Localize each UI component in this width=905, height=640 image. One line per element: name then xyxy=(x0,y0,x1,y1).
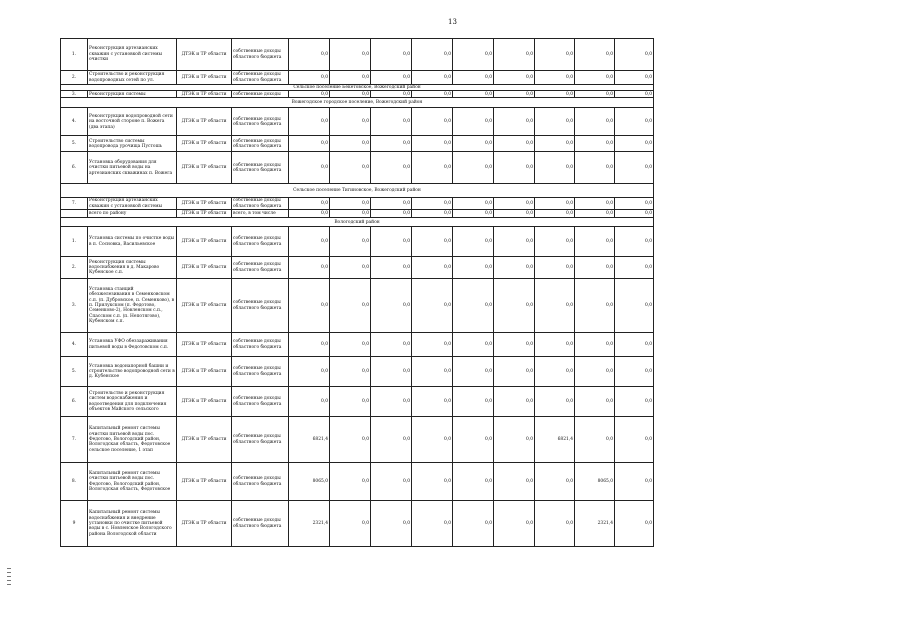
amount-cell: 0,0 xyxy=(615,279,654,333)
amount-cell: 0,0 xyxy=(494,279,535,333)
executor: ДТЭК и ТР области xyxy=(177,463,232,501)
amount-cell: 0,0 xyxy=(412,257,453,279)
amount-cell: 0,0 xyxy=(412,91,453,98)
table-row xyxy=(61,152,654,184)
amount-cell: 0,0 xyxy=(575,39,615,71)
section-title: Вожегодское городское поселение, Вожегодский район xyxy=(61,98,654,108)
amount-cell: 0,0 xyxy=(371,227,412,257)
section-title: Вологодский район xyxy=(61,218,654,227)
amount-cell: 0,0 xyxy=(615,417,654,463)
amount-cell: 0,0 xyxy=(615,108,654,136)
amount-cell: 0,0 xyxy=(535,463,575,501)
amount-cell: 0,0 xyxy=(330,417,371,463)
section-header-row xyxy=(61,98,654,108)
amount-cell: 0,0 xyxy=(453,257,494,279)
amount-cell: 0,0 xyxy=(535,210,575,218)
amount-cell: 0,0 xyxy=(371,108,412,136)
amount-cell: 0,0 xyxy=(412,463,453,501)
amount-cell: 0,0 xyxy=(371,417,412,463)
amount-cell: 0,0 xyxy=(494,39,535,71)
table-row xyxy=(61,463,654,501)
amount-cell: 0,0 xyxy=(535,333,575,357)
amount-cell: 0,0 xyxy=(453,39,494,71)
row-number: 6. xyxy=(61,387,88,417)
amount-cell: 0,0 xyxy=(535,198,575,210)
amount-cell: 0,0 xyxy=(412,501,453,547)
row-number: 5. xyxy=(61,136,88,152)
funding-source: собственные доходы областного бюджета xyxy=(232,463,289,501)
amount-cell: 0,0 xyxy=(494,136,535,152)
amount-cell: 0,0 xyxy=(494,108,535,136)
amount-cell: 0,0 xyxy=(535,152,575,184)
row-number: 2. xyxy=(61,257,88,279)
amount-cell: 0,0 xyxy=(289,387,330,417)
measure-name: Реконструкция водопроводной сети на восточной стороне п. Вожега (два этапа) xyxy=(88,108,177,136)
amount-cell: 0,0 xyxy=(615,152,654,184)
amount-cell: 0,0 xyxy=(412,417,453,463)
executor: ДТЭК и ТР области xyxy=(177,417,232,463)
measure-name: Установка УФО обеззараживания питьевой воды в Федотовском с.п. xyxy=(88,333,177,357)
funding-source: собственные доходы областного бюджета xyxy=(232,39,289,71)
amount-cell: 0,0 xyxy=(453,91,494,98)
amount-cell: 6821,4 xyxy=(289,417,330,463)
amount-cell: 0,0 xyxy=(535,39,575,71)
measure-name: Установка оборудования для очистки питьевой воды на артезианских скважинах п. Вожега xyxy=(88,152,177,184)
amount-cell: 0,0 xyxy=(289,227,330,257)
amount-cell: 0,0 xyxy=(289,108,330,136)
amount-cell: 0,0 xyxy=(289,333,330,357)
amount-cell: 0,0 xyxy=(289,357,330,387)
amount-cell: 0,0 xyxy=(330,210,371,218)
table-row xyxy=(61,387,654,417)
amount-cell: 0,0 xyxy=(289,71,330,85)
amount-cell: 0,0 xyxy=(615,136,654,152)
row-number: 7. xyxy=(61,417,88,463)
amount-cell: 0,0 xyxy=(371,463,412,501)
amount-cell: 0,0 xyxy=(412,333,453,357)
measure-name: Капитальный ремонт системы очистки питьевой воды пос. Федотово, Вологодский район, Вологодская область, Федотовское сельское поселение, 1 этап xyxy=(88,417,177,463)
amount-cell: 0,0 xyxy=(535,91,575,98)
amount-cell: 0,0 xyxy=(615,227,654,257)
scan-margin-marks xyxy=(7,568,10,588)
table-row xyxy=(61,357,654,387)
funding-source: собственные доходы областного бюджета xyxy=(232,387,289,417)
table-row xyxy=(61,108,654,136)
amount-cell: 0,0 xyxy=(330,91,371,98)
amount-cell: 0,0 xyxy=(575,387,615,417)
amount-cell: 0,0 xyxy=(615,198,654,210)
funding-source: собственные доходы областного бюджета xyxy=(232,152,289,184)
row-number: 1. xyxy=(61,227,88,257)
amount-cell: 0,0 xyxy=(575,227,615,257)
amount-cell: 0,0 xyxy=(575,210,615,218)
funding-source: собственные доходы областного бюджета xyxy=(232,257,289,279)
row-number: 5. xyxy=(61,357,88,387)
executor: ДТЭК и ТР области xyxy=(177,39,232,71)
amount-cell: 0,0 xyxy=(371,198,412,210)
amount-cell: 0,0 xyxy=(535,71,575,85)
amount-cell: 0,0 xyxy=(453,333,494,357)
amount-cell: 0,0 xyxy=(289,91,330,98)
section-title: Сельское поселение Тигиновское, Вожегодский район xyxy=(61,184,654,198)
funding-source: собственные доходы областного бюджета xyxy=(232,108,289,136)
amount-cell: 0,0 xyxy=(453,387,494,417)
amount-cell: 0,0 xyxy=(535,279,575,333)
executor: ДТЭК и ТР области xyxy=(177,257,232,279)
amount-cell: 0,0 xyxy=(453,357,494,387)
amount-cell: 0,0 xyxy=(494,198,535,210)
amount-cell: 0,0 xyxy=(330,227,371,257)
amount-cell: 0,0 xyxy=(412,387,453,417)
executor: ДТЭК и ТР области xyxy=(177,501,232,547)
amount-cell: 0,0 xyxy=(412,210,453,218)
amount-cell: 0,0 xyxy=(494,463,535,501)
amount-cell: 0,0 xyxy=(615,357,654,387)
amount-cell: 0,0 xyxy=(494,501,535,547)
amount-cell: 0,0 xyxy=(289,198,330,210)
funding-source: собственные доходы областного бюджета xyxy=(232,357,289,387)
page-number: 13 xyxy=(448,18,457,26)
amount-cell: 0,0 xyxy=(330,198,371,210)
table-row xyxy=(61,198,654,210)
amount-cell: 0,0 xyxy=(575,91,615,98)
amount-cell: 0,0 xyxy=(615,463,654,501)
measure-name: Реконструкция артезианских скважин с установкой системы очистки xyxy=(88,39,177,71)
row-number: 6. xyxy=(61,152,88,184)
executor: ДТЭК и ТР области xyxy=(177,152,232,184)
amount-cell: 0,0 xyxy=(412,198,453,210)
amount-cell: 0,0 xyxy=(330,71,371,85)
amount-cell: 0,0 xyxy=(330,333,371,357)
amount-cell: 0,0 xyxy=(494,210,535,218)
amount-cell: 0,0 xyxy=(575,152,615,184)
measure-name: Капитальный ремонт системы водоснабжения и внедрение установки по очистке питьевой воды в с. Новленское Вологодского района Вологодской области xyxy=(88,501,177,547)
amount-cell: 0,0 xyxy=(615,210,654,218)
funding-source: собственные доходы областного бюджета xyxy=(232,227,289,257)
table-row xyxy=(61,333,654,357)
amount-cell: 0,0 xyxy=(615,501,654,547)
table-row xyxy=(61,91,654,98)
amount-cell: 0,0 xyxy=(330,152,371,184)
amount-cell: 0,0 xyxy=(615,91,654,98)
amount-cell: 0,0 xyxy=(575,71,615,85)
amount-cell: 0,0 xyxy=(453,227,494,257)
amount-cell: 0,0 xyxy=(575,198,615,210)
amount-cell: 0,0 xyxy=(330,387,371,417)
table-row xyxy=(61,136,654,152)
row-number: 7. xyxy=(61,198,88,210)
funding-source: собственные доходы областного бюджета xyxy=(232,417,289,463)
amount-cell: 0,0 xyxy=(289,136,330,152)
amount-cell: 0,0 xyxy=(330,463,371,501)
amount-cell: 0,0 xyxy=(412,71,453,85)
amount-cell: 0,0 xyxy=(412,227,453,257)
amount-cell: 0,0 xyxy=(371,71,412,85)
amount-cell: 0,0 xyxy=(412,357,453,387)
amount-cell: 0,0 xyxy=(453,152,494,184)
amount-cell: 0,0 xyxy=(330,501,371,547)
amount-cell: 0,0 xyxy=(575,279,615,333)
executor: ДТЭК и ТР области xyxy=(177,333,232,357)
funding-source: собственные доходы областного бюджета xyxy=(232,136,289,152)
amount-cell: 0,0 xyxy=(575,333,615,357)
amount-cell: 0,0 xyxy=(371,152,412,184)
amount-cell: 0,0 xyxy=(615,71,654,85)
executor: ДТЭК и ТР области xyxy=(177,279,232,333)
funding-source: собственные доходы областного бюджета xyxy=(232,71,289,85)
amount-cell: 0,0 xyxy=(330,257,371,279)
table-row xyxy=(61,501,654,547)
funding-source: собственные доходы областного бюджета xyxy=(232,501,289,547)
amount-cell: 0,0 xyxy=(371,279,412,333)
executor: ДТЭК и ТР области xyxy=(177,198,232,210)
amount-cell: 0,0 xyxy=(371,39,412,71)
executor: ДТЭК и ТР области xyxy=(177,227,232,257)
executor: ДТЭК и ТР области xyxy=(177,357,232,387)
amount-cell: 0,0 xyxy=(371,333,412,357)
amount-cell: 0,0 xyxy=(494,227,535,257)
table-row xyxy=(61,257,654,279)
amount-cell: 0,0 xyxy=(575,257,615,279)
amount-cell: 0,0 xyxy=(494,257,535,279)
amount-cell: 6821,4 xyxy=(535,417,575,463)
amount-cell: 0,0 xyxy=(453,417,494,463)
amount-cell: 0,0 xyxy=(535,108,575,136)
amount-cell: 0,0 xyxy=(330,357,371,387)
amount-cell: 0,0 xyxy=(289,152,330,184)
measure-name: Строительство системы водопровода урочища Пустошь xyxy=(88,136,177,152)
table-row xyxy=(61,417,654,463)
funding-source: собственные доходы областного бюджета xyxy=(232,279,289,333)
amount-cell: 0,0 xyxy=(453,198,494,210)
funding-source: собственные доходы областного бюджета xyxy=(232,333,289,357)
row-number: 3. xyxy=(61,91,88,98)
amount-cell: 0,0 xyxy=(535,501,575,547)
amount-cell: 0,0 xyxy=(371,501,412,547)
executor: ДТЭК и ТР области xyxy=(177,108,232,136)
funding-source: всего, в том числе xyxy=(232,210,289,218)
executor: ДТЭК и ТР области xyxy=(177,91,232,98)
funding-source: собственные доходы областного бюджета xyxy=(232,198,289,210)
executor: ДТЭК и ТР области xyxy=(177,387,232,417)
amount-cell: 0,0 xyxy=(330,108,371,136)
amount-cell: 0,0 xyxy=(330,279,371,333)
measure-name: Установка станций обезжелезивания в Семенковском с.п. (п. Дубровское, п. Семенково), в п. Прилукском (п. Федотово, Семенково-2), Новленском с.п., Спасском с.п. (п. Непотягово), Кубенском с.п. xyxy=(88,279,177,333)
amount-cell: 0,0 xyxy=(615,257,654,279)
amount-cell: 8065,0 xyxy=(289,463,330,501)
amount-cell: 0,0 xyxy=(453,71,494,85)
amount-cell: 0,0 xyxy=(371,210,412,218)
row-number: 3. xyxy=(61,279,88,333)
measure-name: Строительство и реконструкция водопроводных сетей по ул. xyxy=(88,71,177,85)
amount-cell: 0,0 xyxy=(494,333,535,357)
amount-cell: 0,0 xyxy=(412,279,453,333)
amount-cell: 0,0 xyxy=(330,136,371,152)
amount-cell: 0,0 xyxy=(371,91,412,98)
measure-name: Установка водонапорной башни и строительство водопроводной сети в д. Кубенское xyxy=(88,357,177,387)
funding-source: собственные доходы xyxy=(232,91,289,98)
amount-cell: 0,0 xyxy=(371,136,412,152)
amount-cell: 0,0 xyxy=(535,136,575,152)
amount-cell: 0,0 xyxy=(412,136,453,152)
section-header-row xyxy=(61,184,654,198)
amount-cell: 0,0 xyxy=(535,257,575,279)
amount-cell: 2321,4 xyxy=(575,501,615,547)
amount-cell: 0,0 xyxy=(494,71,535,85)
amount-cell: 0,0 xyxy=(453,279,494,333)
amount-cell: 0,0 xyxy=(412,39,453,71)
amount-cell: 0,0 xyxy=(615,387,654,417)
measure-name: Реконструкция системы xyxy=(88,91,177,98)
amount-cell: 0,0 xyxy=(494,357,535,387)
amount-cell: 0,0 xyxy=(412,108,453,136)
amount-cell: 2321,4 xyxy=(289,501,330,547)
section-header-row xyxy=(61,218,654,227)
measure-name: Реконструкция системы водоснабжения в д. Макарово Кубенское с.п. xyxy=(88,257,177,279)
amount-cell: 0,0 xyxy=(453,463,494,501)
amount-cell: 0,0 xyxy=(494,152,535,184)
total-row xyxy=(61,210,654,218)
amount-cell: 0,0 xyxy=(289,210,330,218)
amount-cell: 0,0 xyxy=(575,108,615,136)
measure-name: всего по району xyxy=(88,210,177,218)
amount-cell: 8065,0 xyxy=(575,463,615,501)
program-table xyxy=(60,38,654,547)
row-number: 8. xyxy=(61,463,88,501)
amount-cell: 0,0 xyxy=(289,39,330,71)
measure-name: Реконструкция артезианских скважин с установкой системы xyxy=(88,198,177,210)
table-row xyxy=(61,39,654,71)
executor: ДТЭК и ТР области xyxy=(177,136,232,152)
amount-cell: 0,0 xyxy=(575,417,615,463)
amount-cell: 0,0 xyxy=(453,136,494,152)
table-row xyxy=(61,71,654,85)
row-number: 4. xyxy=(61,108,88,136)
amount-cell: 0,0 xyxy=(494,91,535,98)
measure-name: Строительство и реконструкция систем водоснабжения и водоотведения для подключения объектов Майского сельского xyxy=(88,387,177,417)
row-number xyxy=(61,210,88,218)
row-number: 2. xyxy=(61,71,88,85)
table-row xyxy=(61,279,654,333)
amount-cell: 0,0 xyxy=(575,136,615,152)
row-number: 4. xyxy=(61,333,88,357)
amount-cell: 0,0 xyxy=(575,357,615,387)
measure-name: Капитальный ремонт системы очистки питьевой воды пос. Федотово, Вологодский район, Вологодская область, Федотовское xyxy=(88,463,177,501)
executor: ДТЭК и ТР области xyxy=(177,210,232,218)
amount-cell: 0,0 xyxy=(615,39,654,71)
section-title: Сельское поселение Бекетовское, Вожегодский район xyxy=(61,85,654,91)
amount-cell: 0,0 xyxy=(615,333,654,357)
amount-cell: 0,0 xyxy=(453,501,494,547)
amount-cell: 0,0 xyxy=(453,108,494,136)
amount-cell: 0,0 xyxy=(371,257,412,279)
amount-cell: 0,0 xyxy=(330,39,371,71)
amount-cell: 0,0 xyxy=(371,357,412,387)
amount-cell: 0,0 xyxy=(494,387,535,417)
amount-cell: 0,0 xyxy=(535,387,575,417)
amount-cell: 0,0 xyxy=(535,357,575,387)
row-number: 9 xyxy=(61,501,88,547)
amount-cell: 0,0 xyxy=(535,227,575,257)
measure-name: Установка системы по очистке воды в п. Сосновка, Васильевское xyxy=(88,227,177,257)
amount-cell: 0,0 xyxy=(289,279,330,333)
row-number: 1. xyxy=(61,39,88,71)
amount-cell: 0,0 xyxy=(494,417,535,463)
amount-cell: 0,0 xyxy=(453,210,494,218)
amount-cell: 0,0 xyxy=(371,387,412,417)
table-row xyxy=(61,227,654,257)
amount-cell: 0,0 xyxy=(412,152,453,184)
executor: ДТЭК и ТР области xyxy=(177,71,232,85)
amount-cell: 0,0 xyxy=(289,257,330,279)
